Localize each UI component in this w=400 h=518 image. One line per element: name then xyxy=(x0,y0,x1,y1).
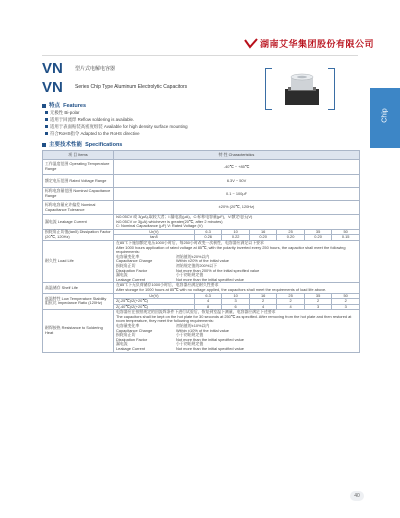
pair: Leakage Current Not more than the initial specified value xyxy=(116,346,244,352)
cell: 2 xyxy=(277,299,304,305)
pair: Capacitance Change Within ±10% of the initial value xyxy=(116,327,229,333)
cell: 0.20 xyxy=(304,235,331,241)
cell: Ur(V) xyxy=(114,293,195,299)
row-label: 标称电容量允许偏差 Nominal Capacitance Tolerance xyxy=(43,201,114,215)
row-value xyxy=(114,240,360,282)
header-divider xyxy=(42,55,358,56)
cell: 10 xyxy=(222,293,249,299)
row-value: -40℃ ~ +85℃ xyxy=(114,160,360,175)
feature-item: 适用于表面贴装高密度组装 Available for high density surface mounting xyxy=(45,124,188,130)
row-label: 耐久性 Load Life xyxy=(43,240,114,282)
pair: Dissipation Factor Not more than 200% of the initial specified value xyxy=(116,267,260,273)
specifications-table xyxy=(42,150,360,353)
solder-intro: The capacitors shall be kept on the hot plate for 30 seconds at 250℃ as specified. After removing from the hot plate and then restored at room temperature, they meet the following requirements: xyxy=(116,313,352,324)
company-name: 湖南艾华集团股份有限公司 xyxy=(260,39,375,49)
pair: 漏电流 小于初始规定值 xyxy=(116,341,204,347)
cell: 50 xyxy=(332,293,360,299)
cell: 50 xyxy=(332,229,360,235)
cell: 10 xyxy=(222,229,249,235)
row-value xyxy=(114,283,360,293)
feature-item: 无极性 Bi-polar xyxy=(45,110,80,116)
col-header-items: 项 目 Items xyxy=(43,151,114,160)
image-bracket-left xyxy=(265,68,272,110)
pair: Leakage Current Not more than the initial specified value xyxy=(116,276,244,282)
image-bracket-right xyxy=(328,68,335,110)
table-row xyxy=(43,240,360,282)
col-header-characteristics: 特 性 Characteristics xyxy=(114,151,360,160)
table-row xyxy=(43,175,360,188)
row-label: 损耗角正切值(tanδ) Dissipation Factor (20℃, 120Hz) xyxy=(43,229,114,240)
specifications-heading: 主要技术性能 Specifications xyxy=(42,140,122,148)
row-label: 工作温度范围 Operating Temperature Range xyxy=(43,160,114,175)
row-value: 6.3V ~ 50V xyxy=(114,175,360,188)
bullet-icon xyxy=(45,118,48,121)
cell: 3 xyxy=(332,304,360,310)
table-row xyxy=(43,283,360,293)
cell: Ur(V) xyxy=(114,229,195,235)
row-label: 额定电压范围 Rated Voltage Range xyxy=(43,175,114,188)
table-row xyxy=(43,188,360,201)
bullet-icon xyxy=(45,111,48,114)
bullet-icon xyxy=(45,132,48,135)
pair: 损耗角正切 初始规定值的200%以下 xyxy=(116,262,218,268)
row-value xyxy=(114,215,360,230)
cell: 0.20 xyxy=(249,235,276,241)
cell: 35 xyxy=(304,293,331,299)
pair: Dissipation Factor Not more than the initial specified value xyxy=(116,336,244,342)
leakage-line: I≤0.05CV or 3(μA) whichever is greater(20℃, after 2 minutes) xyxy=(116,218,223,224)
pair: 损耗角正切 小于初始规定值 xyxy=(116,332,204,338)
feature-item: 适用于回流焊 Reflow soldering is available. xyxy=(45,117,134,123)
cell: 4 xyxy=(249,304,276,310)
cell: 8 xyxy=(194,304,221,310)
cell: 4 xyxy=(277,304,304,310)
capacitor-product-image xyxy=(283,73,321,107)
cell: Z(-40℃)/Z(+20℃) xyxy=(114,304,195,310)
row-value: ±20% (20℃, 120Hz) xyxy=(114,201,360,215)
pair: 电容量变化率 初始值的±10%以内 xyxy=(116,323,210,329)
pair: 电容量变化率 初始值的±20%以内 xyxy=(116,253,210,259)
row-label: 低温特性 Low Temperature Stability 阻抗比 Impedance Ratio (120Hz) xyxy=(43,293,114,310)
row-label: 高温储存 Shelf Life xyxy=(43,283,114,293)
table-row xyxy=(43,160,360,175)
row-value xyxy=(114,310,360,352)
cell: 2 xyxy=(304,299,331,305)
cell: 35 xyxy=(304,229,331,235)
series-code: VN xyxy=(42,60,63,77)
square-bullet-icon xyxy=(42,143,46,147)
table-row xyxy=(43,215,360,230)
cell: 0.22 xyxy=(222,235,249,241)
cell: Z(-25℃)/Z(+20℃) xyxy=(114,299,195,305)
series-code-2: VN xyxy=(42,79,63,96)
bullet-icon xyxy=(45,125,48,128)
cell: 0.26 xyxy=(194,235,221,241)
load-life-intro: After 1000 hours application of rated voltage at 85℃, with the polarity inverted every 250 hours, the capacitor shall meet the following requirements: xyxy=(116,244,346,255)
page-number: 40 xyxy=(350,491,364,501)
table-header-row xyxy=(43,151,360,160)
row-label: 漏电流 Leakage Current xyxy=(43,215,114,230)
shelf-line: After storage for 1000 hours at 85℃ with no voltage applied, the capacitors shall meet the requirements of load life above. xyxy=(116,286,327,292)
cell: 6.3 xyxy=(194,293,221,299)
cell: 3 xyxy=(304,304,331,310)
features-heading: 特点 Features xyxy=(42,101,86,109)
cell: 3 xyxy=(222,299,249,305)
row-value: 0.1 ~ 100μF xyxy=(114,188,360,201)
cell: 16 xyxy=(249,293,276,299)
solder-intro: 电容器应在按照规定的回流焊条件下进行试验后，恢复到室温下测量，电容器应满足下述要求 xyxy=(116,309,276,315)
chip-side-tab-label: Chip xyxy=(381,108,389,123)
table-row xyxy=(43,201,360,215)
cell: 25 xyxy=(277,229,304,235)
row-label: 标称电容量范围 Nominal Capacitance Range xyxy=(43,188,114,201)
load-life-intro: 在85℃下施加额定电压1000小时后，每250小时改变一次极性，电容器应满足以下要求 xyxy=(116,239,264,245)
table-row xyxy=(43,310,360,352)
leakage-line: I≤0.05CV 或 3(μA),取较大者；I:漏电流(μA)，C:标称电容量(μF)，V:额定电压(V) xyxy=(116,214,253,219)
cell: 6.3 xyxy=(194,229,221,235)
cell: 2 xyxy=(332,299,360,305)
series-title-en: Series Chip Type Aluminum Electrolytic Capacitors xyxy=(75,84,188,90)
cell: 4 xyxy=(194,299,221,305)
cell: 16 xyxy=(249,229,276,235)
cell: 2 xyxy=(249,299,276,305)
series-title-cn: 型片式电解电容器 xyxy=(75,66,116,72)
row-label: 耐焊接热 Resistance to Soldering Heat xyxy=(43,310,114,352)
cell: 0.15 xyxy=(332,235,360,241)
cell: 0.20 xyxy=(277,235,304,241)
square-bullet-icon xyxy=(42,104,46,108)
pair: Capacitance Change Within ±20% of the initial value xyxy=(116,258,229,264)
feature-item: 符合RoHS指令 Adapted to the RoHS directive xyxy=(45,131,140,137)
pair: 漏电流 小于初始规定值 xyxy=(116,272,204,278)
cell: 6 xyxy=(222,304,249,310)
leakage-line: C: Nominal Capacitance (μF) V: Rated Voltage (V) xyxy=(116,223,203,229)
shelf-line: 在85℃下无负荷储存1000小时后，电容器应满足耐久性要求 xyxy=(116,282,219,288)
cell: tanδ xyxy=(114,235,195,241)
company-logo-icon xyxy=(244,38,258,49)
cell: 25 xyxy=(277,293,304,299)
